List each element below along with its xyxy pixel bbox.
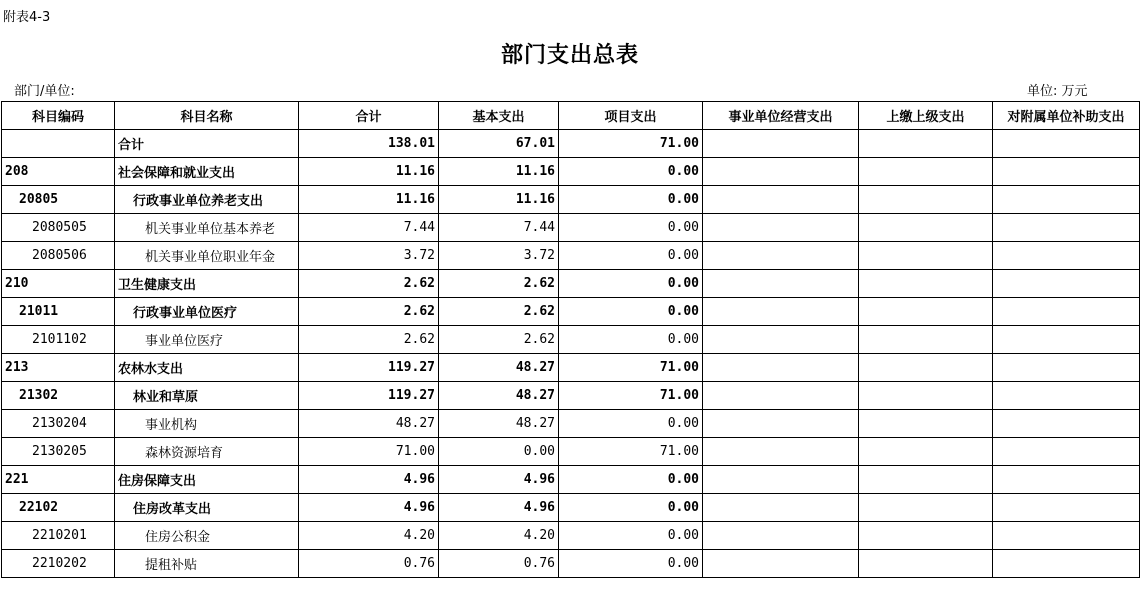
expenditure-table: [1, 101, 1140, 578]
cell-name: 事业单位医疗: [115, 326, 299, 354]
cell-code: 2210202: [2, 550, 115, 578]
cell-basic: 67.01: [439, 130, 559, 158]
cell-basic: 48.27: [439, 354, 559, 382]
table-row: [2, 466, 1140, 494]
department-label: 部门/单位:: [14, 84, 75, 99]
cell-subsidy: [993, 466, 1140, 494]
cell-total: 0.76: [299, 550, 439, 578]
table-row: [2, 354, 1140, 382]
cell-code: 2080505: [2, 214, 115, 242]
cell-total: 71.00: [299, 438, 439, 466]
cell-basic: 4.96: [439, 466, 559, 494]
cell-basic: 11.16: [439, 158, 559, 186]
table-row: [2, 410, 1140, 438]
cell-basic: 0.76: [439, 550, 559, 578]
cell-subsidy: [993, 270, 1140, 298]
cell-business: [703, 550, 859, 578]
cell-total: 4.20: [299, 522, 439, 550]
cell-name: 住房保障支出: [115, 466, 299, 494]
cell-total: 2.62: [299, 326, 439, 354]
table-row: [2, 382, 1140, 410]
cell-basic: 4.20: [439, 522, 559, 550]
table-row: [2, 214, 1140, 242]
cell-basic: 2.62: [439, 270, 559, 298]
table-body: [2, 130, 1140, 578]
cell-upper: [859, 158, 993, 186]
header-basic: 基本支出: [439, 102, 559, 130]
table-row: [2, 130, 1140, 158]
cell-upper: [859, 214, 993, 242]
cell-business: [703, 382, 859, 410]
cell-total: 11.16: [299, 186, 439, 214]
cell-total: 4.96: [299, 466, 439, 494]
cell-basic: 2.62: [439, 298, 559, 326]
cell-project: 0.00: [559, 158, 703, 186]
cell-project: 0.00: [559, 214, 703, 242]
cell-code: 221: [2, 466, 115, 494]
cell-upper: [859, 438, 993, 466]
cell-name: 卫生健康支出: [115, 270, 299, 298]
table-row: [2, 298, 1140, 326]
cell-subsidy: [993, 410, 1140, 438]
cell-code: 208: [2, 158, 115, 186]
cell-subsidy: [993, 382, 1140, 410]
table-row: [2, 494, 1140, 522]
cell-name: 行政事业单位医疗: [115, 298, 299, 326]
cell-project: 71.00: [559, 354, 703, 382]
cell-total: 7.44: [299, 214, 439, 242]
cell-business: [703, 326, 859, 354]
cell-project: 71.00: [559, 438, 703, 466]
cell-business: [703, 214, 859, 242]
cell-code: 213: [2, 354, 115, 382]
cell-name: 农林水支出: [115, 354, 299, 382]
table-number-label: 附表4-3: [3, 10, 51, 25]
cell-business: [703, 242, 859, 270]
cell-business: [703, 158, 859, 186]
cell-project: 71.00: [559, 130, 703, 158]
cell-name: 行政事业单位养老支出: [115, 186, 299, 214]
cell-business: [703, 410, 859, 438]
cell-project: 0.00: [559, 298, 703, 326]
cell-code: 2130205: [2, 438, 115, 466]
cell-project: 0.00: [559, 270, 703, 298]
cell-total: 138.01: [299, 130, 439, 158]
cell-total: 3.72: [299, 242, 439, 270]
cell-name: 森林资源培育: [115, 438, 299, 466]
header-project: 项目支出: [559, 102, 703, 130]
cell-subsidy: [993, 354, 1140, 382]
cell-name: 合计: [115, 130, 299, 158]
cell-name: 住房公积金: [115, 522, 299, 550]
cell-basic: 48.27: [439, 382, 559, 410]
cell-total: 4.96: [299, 494, 439, 522]
cell-upper: [859, 410, 993, 438]
cell-name: 机关事业单位基本养老: [115, 214, 299, 242]
cell-basic: 4.96: [439, 494, 559, 522]
cell-upper: [859, 466, 993, 494]
cell-subsidy: [993, 242, 1140, 270]
cell-total: 2.62: [299, 298, 439, 326]
cell-code: 22102: [2, 494, 115, 522]
cell-total: 119.27: [299, 382, 439, 410]
cell-subsidy: [993, 186, 1140, 214]
header-total: 合计: [299, 102, 439, 130]
cell-project: 0.00: [559, 466, 703, 494]
cell-upper: [859, 130, 993, 158]
cell-code: 2080506: [2, 242, 115, 270]
cell-code: 2130204: [2, 410, 115, 438]
cell-name: 社会保障和就业支出: [115, 158, 299, 186]
cell-project: 0.00: [559, 494, 703, 522]
cell-business: [703, 466, 859, 494]
header-code: 科目编码: [2, 102, 115, 130]
cell-business: [703, 354, 859, 382]
cell-upper: [859, 242, 993, 270]
cell-basic: 3.72: [439, 242, 559, 270]
cell-total: 119.27: [299, 354, 439, 382]
cell-subsidy: [993, 494, 1140, 522]
cell-project: 0.00: [559, 326, 703, 354]
header-subsidy: 对附属单位补助支出: [993, 102, 1140, 130]
cell-total: 48.27: [299, 410, 439, 438]
header-business: 事业单位经营支出: [703, 102, 859, 130]
page-title: 部门支出总表: [500, 42, 639, 68]
cell-project: 0.00: [559, 410, 703, 438]
cell-subsidy: [993, 214, 1140, 242]
cell-upper: [859, 494, 993, 522]
cell-upper: [859, 270, 993, 298]
cell-code: 2101102: [2, 326, 115, 354]
header-name: 科目名称: [115, 102, 299, 130]
table-row: [2, 242, 1140, 270]
cell-business: [703, 438, 859, 466]
table-row: [2, 326, 1140, 354]
cell-project: 0.00: [559, 242, 703, 270]
table-row: [2, 550, 1140, 578]
cell-code: 210: [2, 270, 115, 298]
cell-total: 2.62: [299, 270, 439, 298]
cell-upper: [859, 186, 993, 214]
cell-name: 事业机构: [115, 410, 299, 438]
cell-name: 机关事业单位职业年金: [115, 242, 299, 270]
cell-code: 21302: [2, 382, 115, 410]
cell-business: [703, 270, 859, 298]
cell-name: 林业和草原: [115, 382, 299, 410]
cell-upper: [859, 522, 993, 550]
cell-project: 71.00: [559, 382, 703, 410]
cell-code: 20805: [2, 186, 115, 214]
cell-basic: 11.16: [439, 186, 559, 214]
cell-business: [703, 522, 859, 550]
header-row: [2, 102, 1140, 130]
cell-business: [703, 494, 859, 522]
cell-upper: [859, 382, 993, 410]
unit-label: 单位: 万元: [1027, 84, 1088, 99]
cell-upper: [859, 326, 993, 354]
cell-code: [2, 130, 115, 158]
cell-project: 0.00: [559, 550, 703, 578]
cell-business: [703, 130, 859, 158]
cell-code: 21011: [2, 298, 115, 326]
cell-subsidy: [993, 522, 1140, 550]
table-row: [2, 158, 1140, 186]
cell-upper: [859, 550, 993, 578]
cell-name: 提租补贴: [115, 550, 299, 578]
cell-upper: [859, 298, 993, 326]
header-upper: 上缴上级支出: [859, 102, 993, 130]
cell-basic: 7.44: [439, 214, 559, 242]
cell-subsidy: [993, 298, 1140, 326]
cell-code: 2210201: [2, 522, 115, 550]
cell-subsidy: [993, 158, 1140, 186]
cell-business: [703, 186, 859, 214]
table-row: [2, 522, 1140, 550]
table-row: [2, 186, 1140, 214]
cell-subsidy: [993, 438, 1140, 466]
cell-total: 11.16: [299, 158, 439, 186]
cell-upper: [859, 354, 993, 382]
cell-project: 0.00: [559, 522, 703, 550]
cell-subsidy: [993, 326, 1140, 354]
cell-subsidy: [993, 550, 1140, 578]
cell-basic: 2.62: [439, 326, 559, 354]
cell-project: 0.00: [559, 186, 703, 214]
table-row: [2, 270, 1140, 298]
cell-basic: 0.00: [439, 438, 559, 466]
cell-business: [703, 298, 859, 326]
cell-basic: 48.27: [439, 410, 559, 438]
cell-subsidy: [993, 130, 1140, 158]
cell-name: 住房改革支出: [115, 494, 299, 522]
table-row: [2, 438, 1140, 466]
